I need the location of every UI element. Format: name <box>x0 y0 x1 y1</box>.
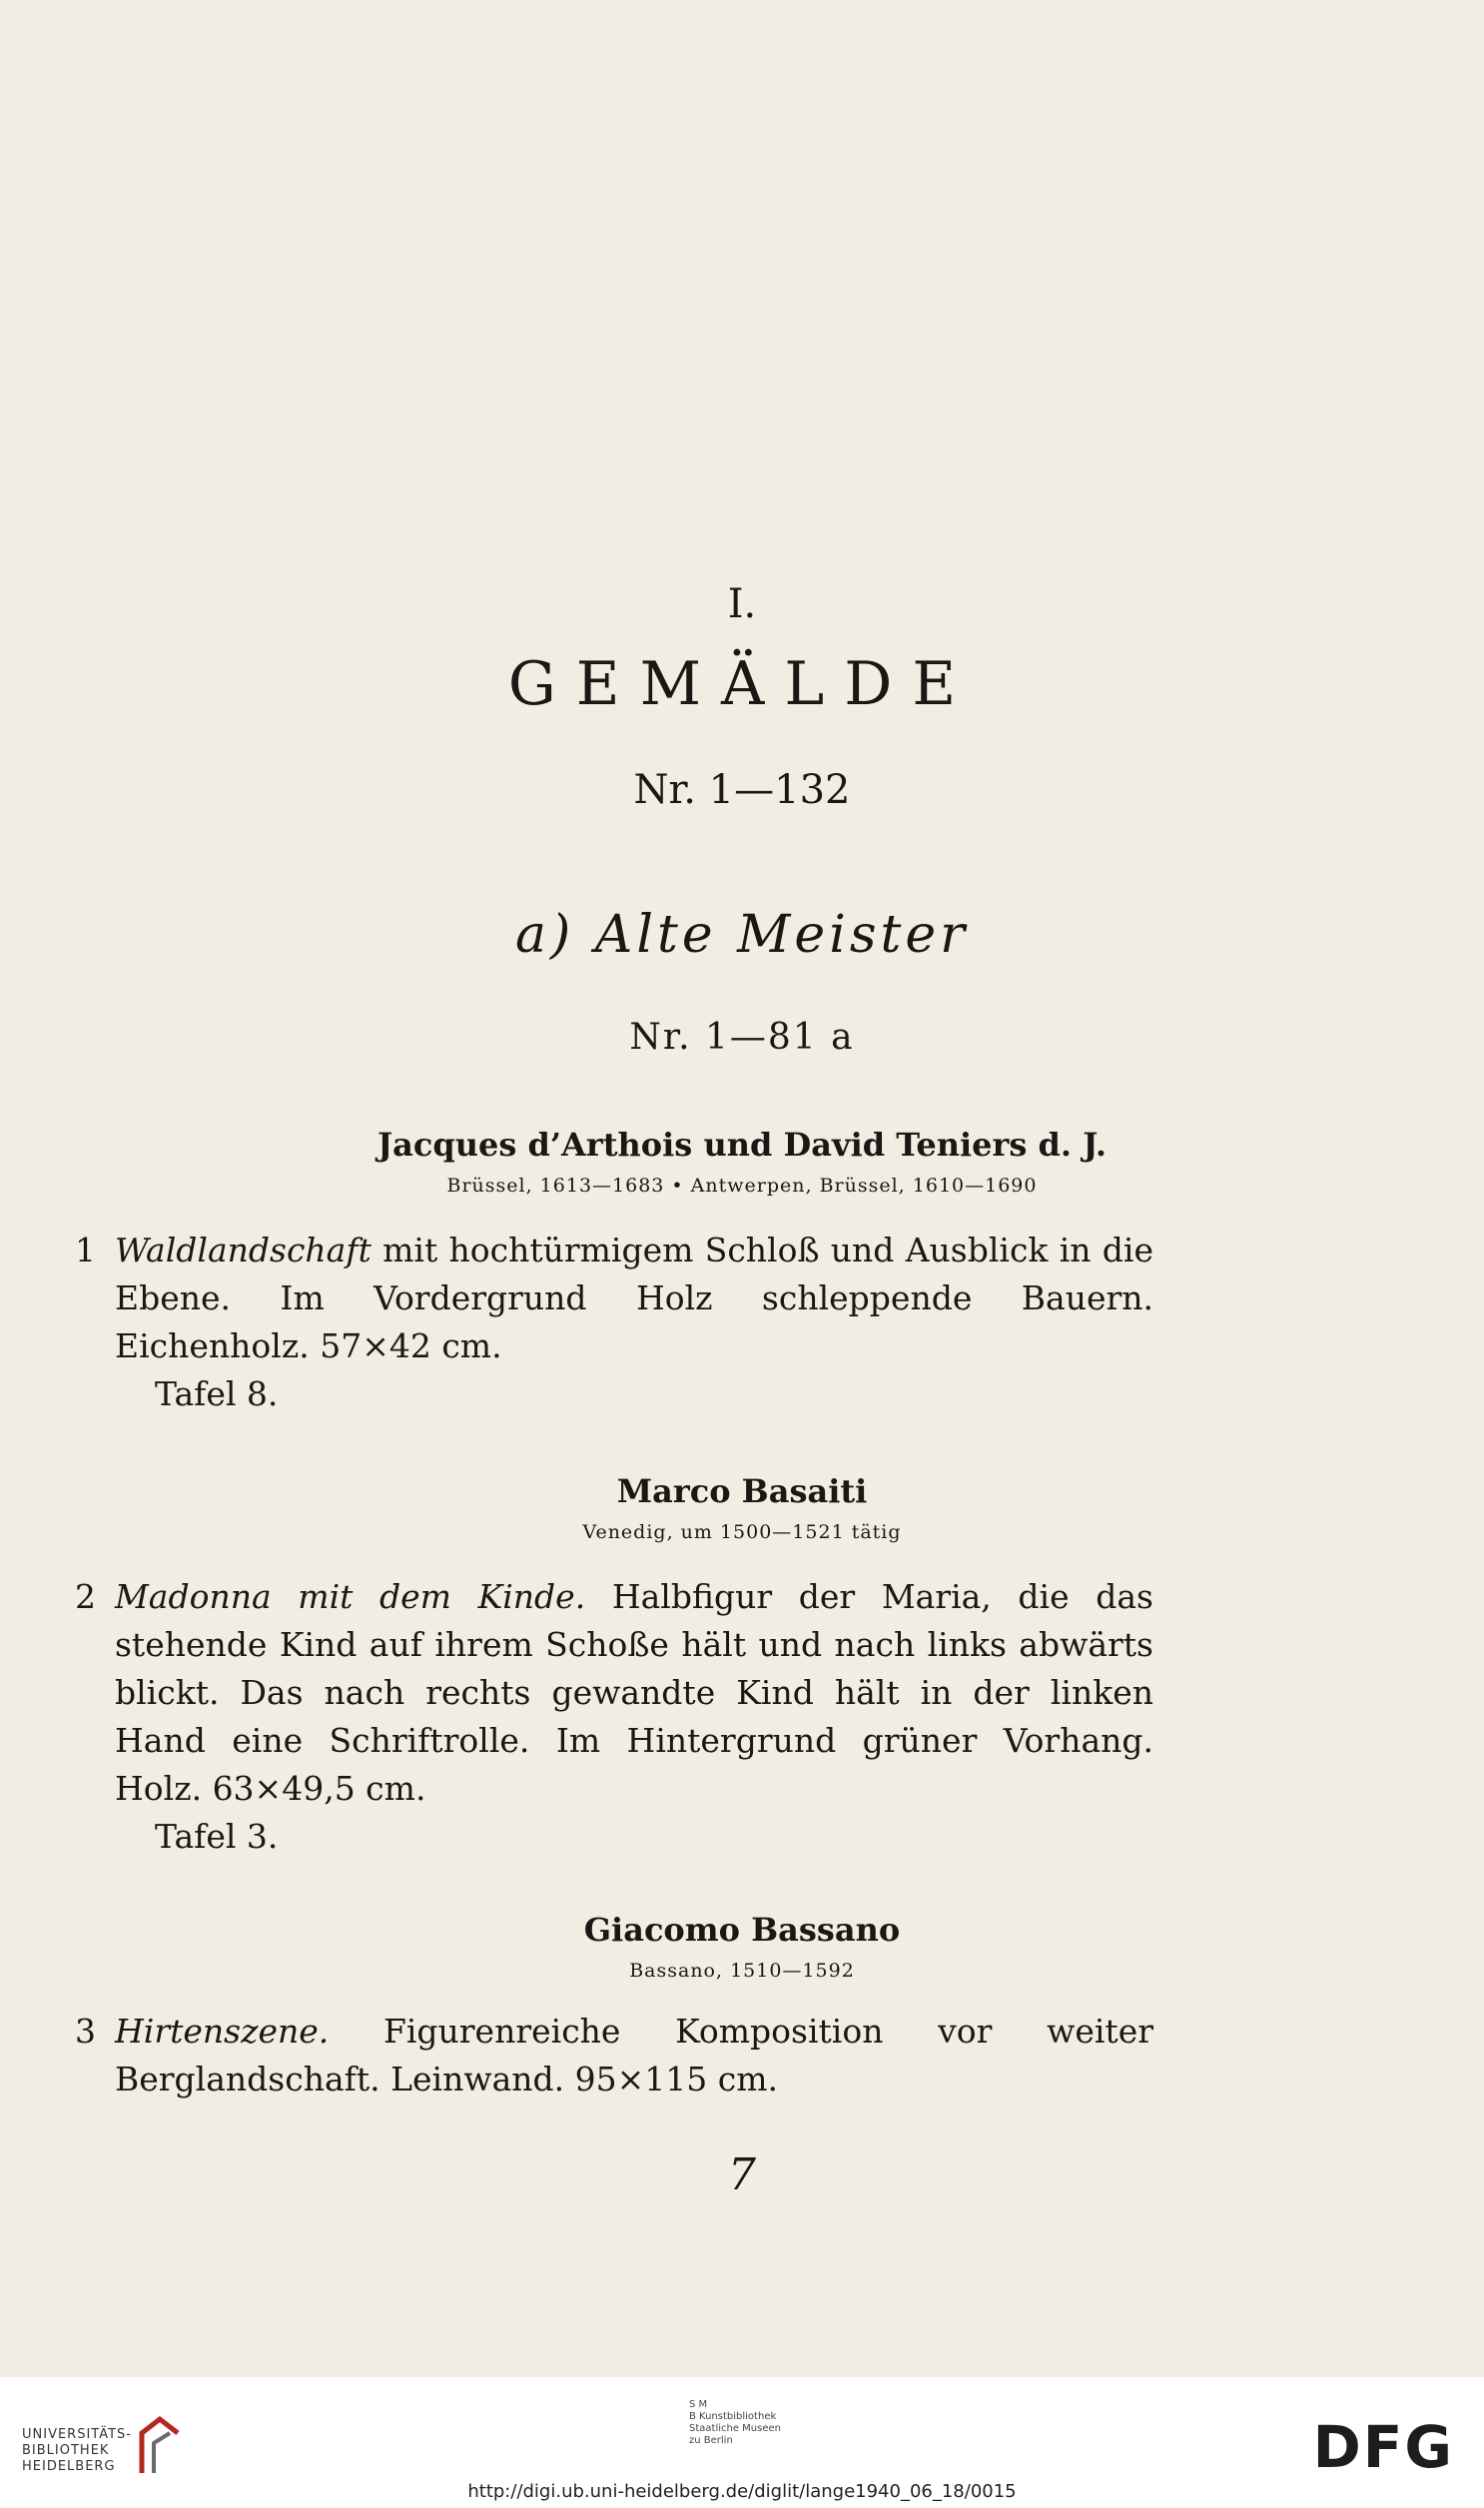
main-title: GEMÄLDE <box>507 649 977 719</box>
entry-number: 3 <box>75 2012 96 2051</box>
permalink-url[interactable]: http://digi.ub.uni-heidelberg.de/diglit/lange1940_06_18/0015 <box>467 2481 1017 2502</box>
artist-dates: Brüssel, 1613—1683 • Antwerpen, Brüssel, 1610—1690 <box>446 1175 1038 1197</box>
section-number: I. <box>727 581 757 627</box>
entry-title: Madonna mit dem Kinde. <box>115 1577 586 1616</box>
entry-text: mit hochtürmigem Schloß und Ausblick in die Ebene. Im Vordergrund Holz schleppende Bauern. Eichenholz. 57×42 cm. <box>115 1231 1153 1365</box>
artist-name: Giacomo Bassano <box>583 1911 901 1949</box>
entry-title: Hirtenszene. <box>115 2012 330 2051</box>
entry-title: Waldlandschaft <box>115 1231 371 1269</box>
dfg-logo[interactable]: DFG <box>1312 2413 1454 2481</box>
library-emblem-icon <box>134 2415 184 2475</box>
kunstbibliothek-logo[interactable]: S M B Kunstbibliothek Staatliche Museen zu Berlin <box>689 2399 781 2446</box>
section-range: Nr. 1—132 <box>633 767 851 813</box>
catalog-entry <box>75 1573 1153 1861</box>
entry-plate: Tafel 3. <box>155 1817 279 1856</box>
entry-plate: Tafel 8. <box>155 1374 279 1413</box>
subsection-range: Nr. 1—81 a <box>629 1017 855 1058</box>
artist-dates: Venedig, um 1500—1521 tätig <box>582 1521 902 1543</box>
catalog-entry <box>75 1227 1153 1418</box>
artist-name: Jacques d’Arthois und David Teniers d. J. <box>377 1126 1107 1164</box>
entry-number: 1 <box>75 1231 96 1269</box>
artist-name: Marco Basaiti <box>616 1472 868 1510</box>
page-number: 7 <box>728 2149 756 2200</box>
entry-text: Halbfigur der Maria, die das stehende Kind auf ihrem Schoße hält und nach links abwärts blickt. Das nach rechts gewandte Kind hält in der linken Hand eine Schriftrolle. Im Hintergrund grüner Vorhang. Holz. 63×49,5 cm. <box>115 1577 1153 1808</box>
viewer-footer <box>0 2377 1484 2508</box>
subsection-title: a) Alte Meister <box>514 905 970 965</box>
artist-dates: Bassano, 1510—1592 <box>629 1960 855 1982</box>
entry-number: 2 <box>75 1577 96 1616</box>
university-library-logo[interactable]: UNIVERSITÄTS- BIBLIOTHEK HEIDELBERG <box>22 2427 132 2474</box>
entry-text: Figurenreiche Komposition vor weiter Berglandschaft. Leinwand. 95×115 cm. <box>115 2012 1153 2098</box>
catalog-entry <box>75 2008 1153 2103</box>
